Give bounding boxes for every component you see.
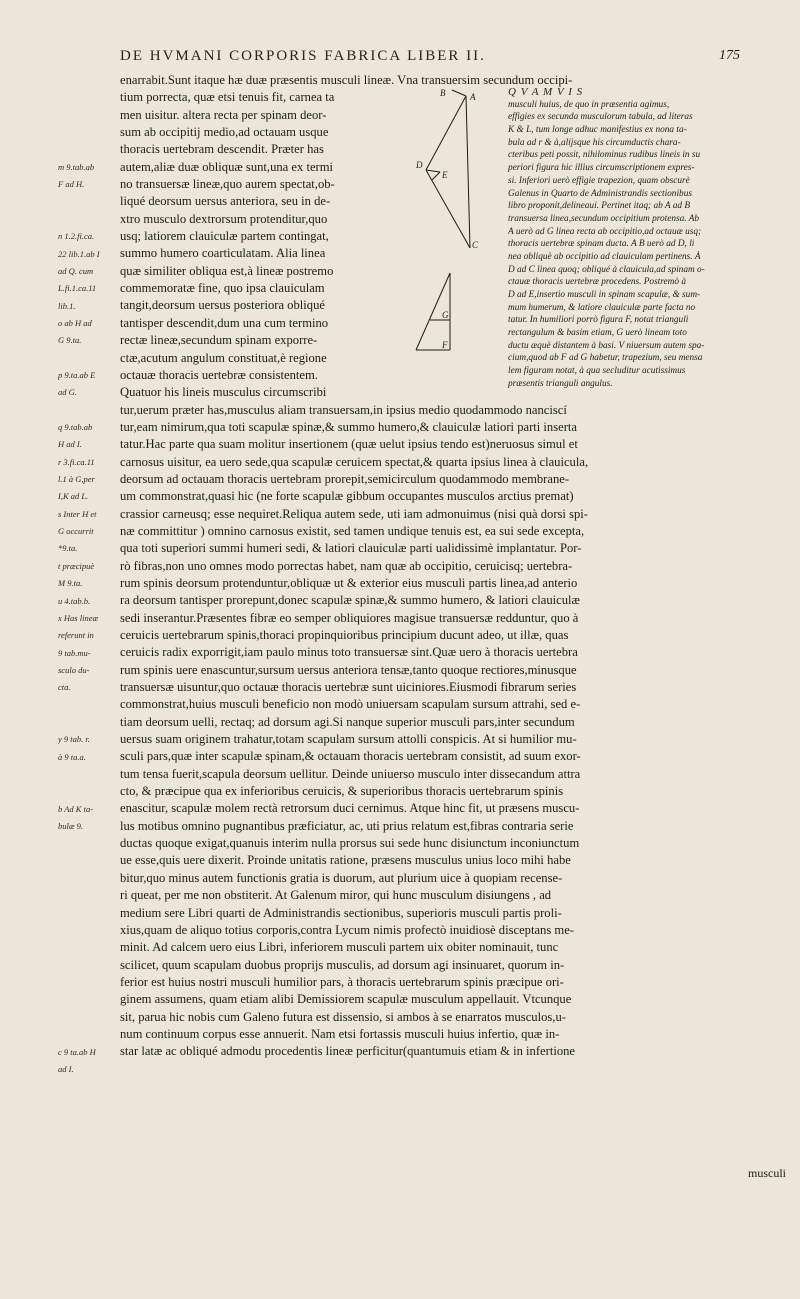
- margin-note: t præcipuè: [58, 560, 95, 571]
- text-line: num continuum corpus esse annuerit. Nam etsi fortassis musculi huius infertio, quæ in-: [120, 1026, 560, 1041]
- caption-line: K & L, tum longe adhuc manifestius ex nona ta-: [508, 125, 687, 136]
- caption-heading: Q V A M V I S: [508, 86, 584, 98]
- text-line: transuersæ uisuntur,quo octauæ thoracis uertebræ sunt uiciniores.Eiusmodi fibrarum series: [120, 680, 577, 695]
- text-line: sit, parua hic nobis cum Galeno futura est dissensio, si ambos à se enarratos musculos,u-: [120, 1009, 566, 1024]
- text-line: rum spinis uere enascuntur,sursum uersus anteriora tensæ,tanto quoque rectiores,minusque: [120, 662, 577, 677]
- text-line: scilicet, quum scapulam duobus proprijs musculis, ad dorsum agi insinuaret, quorum in-: [120, 957, 565, 972]
- text-line: octauæ thoracis uertebræ consistentem.: [120, 367, 318, 382]
- margin-note: M 9.ta.: [58, 578, 83, 589]
- margin-note: ad I.: [58, 1063, 74, 1074]
- margin-note: ad G.: [58, 387, 77, 398]
- figure-label-g: G: [442, 310, 449, 320]
- margin-note: x Has lineæ: [58, 612, 99, 623]
- margin-note: H ad I.: [58, 439, 82, 450]
- catchword: musculi: [748, 1166, 786, 1180]
- figure-caption: [508, 86, 788, 391]
- text-line: sum ab occipitij medio,ad octauam usque: [120, 125, 329, 140]
- text-line: ctæ,acutum angulum constituat,è regione: [120, 350, 327, 365]
- margin-note: F ad H.: [58, 179, 85, 190]
- figure-label-d: D: [416, 160, 423, 170]
- text-line: rò fibras,non uno omnes modo porrectas habet, nam quæ ab occipitio, ceruicisq; uertebra-: [120, 558, 573, 573]
- margin-note: n 1.2.fi.ca.: [58, 231, 95, 242]
- text-line: ductas quoque exigat,quanuis interim nulla prorsus sui sede hunc disiunctum inconiunctum: [120, 836, 580, 851]
- text-line: um commonstrat,quasi hic (ne forte scapulæ gibbum occupantes musculos arctius premat): [120, 489, 574, 504]
- figure-oblique-line-ad: [426, 96, 466, 170]
- text-line: næ committitur ) omnino carnosus existit, sed tamen undique tenuis est, ea sui sede excepta,: [120, 523, 585, 538]
- figure-label-c: C: [472, 240, 479, 250]
- text-line: ue esse,quis uere dixerit. Proinde unitatis ratione, præsens musculus unius loco mihi habe: [120, 853, 571, 868]
- text-line: tium porrecta, quæ etsi tenuis fit, carnea ta: [120, 90, 335, 105]
- text-line: enarrabit.Sunt itaque hæ duæ præsentis musculi lineæ. Vna transuersim secundum occipi-: [120, 73, 573, 87]
- margin-note: lib.1.: [58, 300, 76, 311]
- text-line: tatur.Hac parte qua suam molitur insertionem (quæ uelut ipsius tendo est)neruosus simul et: [120, 437, 578, 452]
- caption-line: nea obliquè ab occipitio ad clauiculam pertinens. À: [508, 251, 701, 262]
- text-line: xius,quam de aliquo totius corporis,contra Lycum nimis profectò inuidiosè disceptans me-: [120, 922, 574, 937]
- text-line: tum tensa fuerit,scapula deorsum uellitur. Deinde uniuerso musculo inter dissecandum attra: [120, 766, 581, 781]
- running-title: DE HVMANI CORPORIS FABRICA LIBER II.: [120, 48, 486, 64]
- caption-line: bula ad r & à,alijsque his circumductis chara-: [508, 137, 681, 148]
- margin-note: I,K ad L.: [58, 491, 89, 502]
- text-line: rectæ lineæ,secundum spinam exporre-: [120, 333, 318, 348]
- caption-line: periori figura hic illius circumscriptionem expres-: [508, 163, 695, 174]
- margin-note: u 4.tab.b.: [58, 595, 91, 606]
- text-line: qua toti superiori summi humeri sedi, & latiori clauiculæ parti ualidissimè implantatur. Por-: [120, 541, 582, 556]
- caption-line: D ad E,insertio musculi in spinam scapulæ, & sum-: [508, 290, 701, 300]
- margin-note: 9 tab.mu-: [58, 647, 91, 658]
- margin-note: o ab H ad: [58, 317, 92, 328]
- text-line: cto, & præcipue qua ex inferioribus ceruicis, & superioribus thoracis uertebrarum spinis: [120, 784, 564, 799]
- text-line: crassior carneusq; esse nequiret.Reliqua autem sede, uti iam admonuimus (nisi quà dorsi spi-: [120, 506, 588, 521]
- margin-note: à 9 ta.a.: [58, 751, 86, 762]
- text-line: summo humero coarticulatam. Alia linea: [120, 246, 326, 261]
- figure-insertion-tick: [432, 172, 440, 180]
- text-line: lus motibus omnino pugnantibus præficiatur, ac, uti prius relatum est,fibras contraria serie: [120, 818, 574, 833]
- text-line: ginem assumens, quam etiam alibi Demissiorem scapulæ musculum appellauit. Vtcunque: [120, 992, 572, 1007]
- margin-note: referunt in: [58, 630, 94, 641]
- text-line: medium sere Libri quarti de Administrandis sectionibus, superioris musculi partis proli-: [120, 905, 562, 920]
- text-line: deorsum ad octauam thoracis uertebram prorepit,semicirculum quodammodo membrane-: [120, 471, 570, 486]
- margin-note: s Inter H et: [58, 508, 97, 519]
- text-line: liqué deorsum uersus anteriora, seu in de-: [120, 194, 331, 209]
- text-line: minit. Ad calcem uero eius Libri, inferiorem musculi partem uix obiter nominauit, tunc: [120, 940, 559, 955]
- caption-line: libro proponit,delineaui. Pertinet itaq; ab A ad B: [508, 201, 691, 212]
- text-line: Quatuor his lineis musculus circumscribi: [120, 385, 327, 400]
- figure-oblique-line-dc: [426, 170, 470, 248]
- caption-line: mum humerum, & latiore clauiculæ parte facta no: [508, 302, 696, 313]
- text-line: commonstrat,huius musculi beneficio non modò uniuersam scapulam sursum attrahi, sed e-: [120, 697, 581, 712]
- figure-label-b: B: [440, 88, 446, 98]
- figure-spinal-line: [466, 96, 470, 248]
- caption-line: cteribus peti possit, nihilominus rudibus lineis in su: [508, 150, 701, 161]
- figure-label-a: A: [470, 92, 476, 102]
- figure-insertion-line: [426, 170, 440, 172]
- figure-transverse-line: [452, 90, 466, 96]
- caption-line: thoracis uertebræ spinam ducta. A B uerò ad D, li: [508, 239, 695, 250]
- text-line: sedi inserantur.Præsentes fibræ eo semper obliquiores magisue transuersæ redduntur, quo à: [120, 610, 579, 625]
- caption-line: rectangulum & basim etiam, G uerò lineam toto: [508, 328, 687, 339]
- margin-note: L.fi.1.ca.11: [58, 283, 97, 294]
- text-line: ceruicis radix exporrigit,iam paulo minus toto transuersæ sint.Quæ uero à thoracis uertebra: [120, 645, 578, 660]
- caption-line: musculi huius, de quo in præsentia agimus,: [508, 99, 670, 110]
- margin-note: p 9.ta.ab E: [58, 369, 96, 380]
- caption-line: effigies ex secunda musculorum tabula, ad literas: [508, 112, 693, 123]
- text-line: no transuersæ lineæ,quo aurem spectat,ob-: [120, 177, 335, 192]
- text-line: bitur,quo minus autem functionis gratia is duorum, aut plurium uice à quopiam recense-: [120, 870, 563, 885]
- caption-line: Galenus in Quarto de Administrandis sectionibus: [508, 188, 692, 199]
- figure-label-f: F: [442, 340, 448, 350]
- margin-note: r 3.fi.ca.11: [58, 456, 95, 467]
- text-line: tangit,deorsum uersus posteriora obliqué: [120, 298, 325, 313]
- caption-line: lem figuram notat, à qua secluditur acutissimus: [508, 366, 686, 377]
- margin-note: bulæ 9.: [58, 821, 84, 832]
- text-line: commemoratæ fine, quo ipsa clauiculam: [120, 281, 325, 296]
- caption-line: tatur. In humiliori porrò figura F, notat trianguli: [508, 315, 689, 326]
- margin-note: sculo du-: [58, 664, 90, 675]
- margin-note: m 9.tab.ab: [58, 161, 95, 172]
- text-line: men uisitur. altera recta per spinam deor-: [120, 107, 327, 122]
- text-line: tiam deorsum uelli, rectaq; ad dorsum agi.Si nanque superior musculi pars,inter secundum: [120, 714, 575, 729]
- margin-note: b Ad K ta-: [58, 803, 94, 814]
- text-line: ra deorsum tantisper prorepunt,donec scapulæ spinæ,& summo humero, & latiori clauiculæ: [120, 593, 580, 608]
- margin-note: G 9.ta.: [58, 335, 82, 346]
- text-line: thoracis uertebram descendit. Præter has: [120, 142, 324, 157]
- text-line: tantisper descendit,dum una cum termino: [120, 315, 329, 330]
- page-header: [120, 48, 740, 72]
- text-line: carnosus uisitur, ea uero sede,qua scapulæ ceruicem spectat,& quarta ipsius linea à clauicula,: [120, 454, 589, 469]
- text-line: star latæ ac obliqué admodu procedentis lineæ perficitur(quantumuis etiam & in infertione: [120, 1044, 575, 1059]
- caption-line: præsentis trianguli angulus.: [508, 378, 613, 389]
- caption-line: ctauæ thoracis uertebræ procedens. Postremò à: [508, 277, 686, 288]
- text-line: autem,aliæ duæ obliquæ sunt,una ex termi: [120, 159, 334, 174]
- text-line: sculi pars,quæ inter scapulæ spinam,& octauam thoracis uertebram consistit, ad suum exor-: [120, 749, 581, 764]
- text-line: enascitur, scapulæ molem rectà retrorsum duci cernimus. Atque hinc fit, ut præsens muscu-: [120, 801, 580, 816]
- margin-note: q 9.tab.ab: [58, 422, 93, 432]
- caption-line: ductu æquè distantem à basi. V niuersum autem spa-: [508, 340, 705, 351]
- text-line: quæ similiter obliqua est,à lineæ postremo: [120, 263, 334, 278]
- margin-note: ad Q. cum: [58, 265, 94, 276]
- text-line: ferior est huius nostri musculi humilior pars, à thoracis uertebrarum spinis præcipue ori-: [120, 974, 564, 989]
- text-line: ceruicis uertebrarum spinis,thoraci propinquioribus principium ducunt adeo, ut illæ, quas: [120, 628, 569, 642]
- text-line: tur,eam nimirum,qua toti scapulæ spinæ,& summo humero,& clauiculæ latiori parti inserta: [120, 419, 577, 434]
- text-line: tur,uerum præter has,musculus aliam transuersam,in ipsius medio quodammodo nanciscí: [120, 402, 567, 417]
- margin-note: c 9 ta.ab H: [58, 1046, 96, 1057]
- text-line: uersus suam originem trahatur,totam scapulam sursum attolli conspicis. At si humilior mu-: [120, 732, 577, 747]
- text-line: ri queat, per me non obstiterit. At Galenum miror, qui hunc musculum disiungens , ad: [120, 888, 552, 903]
- caption-line: D ad C linea quoq; obliqué à clauicula,ad spinam o-: [508, 264, 705, 275]
- text-line: usq; latiorem clauiculæ partem contingat,: [120, 229, 329, 244]
- trapezium-figure: [408, 88, 508, 358]
- margin-note: *9.ta.: [58, 543, 78, 554]
- caption-line: transuersa linea,secundum occipitium protensa. Ab: [508, 213, 700, 224]
- text-line: rum spinis deorsum protenduntur,obliquæ ut & exterior eius musculi partis linea,ad anterio: [120, 575, 578, 590]
- caption-line: si. Inferiori uerò effigie trapezion, quam obscurè: [508, 175, 690, 186]
- margin-note: 22 lib.1.ab I: [58, 248, 100, 259]
- text-line: xtro musculo dextrorsum protenditur,quo: [120, 211, 328, 226]
- page-number: 175: [719, 48, 740, 63]
- margin-note: y 9 tab. r.: [58, 734, 90, 745]
- margin-note: G occurrit: [58, 526, 94, 537]
- caption-line: A uerò ad G linea recta ab occipitio,ad octauæ usq;: [508, 226, 702, 237]
- figure-label-e: E: [442, 170, 448, 180]
- margin-note: l.1 à G,per: [58, 474, 95, 485]
- margin-note: cta.: [58, 682, 71, 693]
- caption-line: cium,quod ab F ad G habetur, trapezium, seu mensa: [508, 353, 703, 364]
